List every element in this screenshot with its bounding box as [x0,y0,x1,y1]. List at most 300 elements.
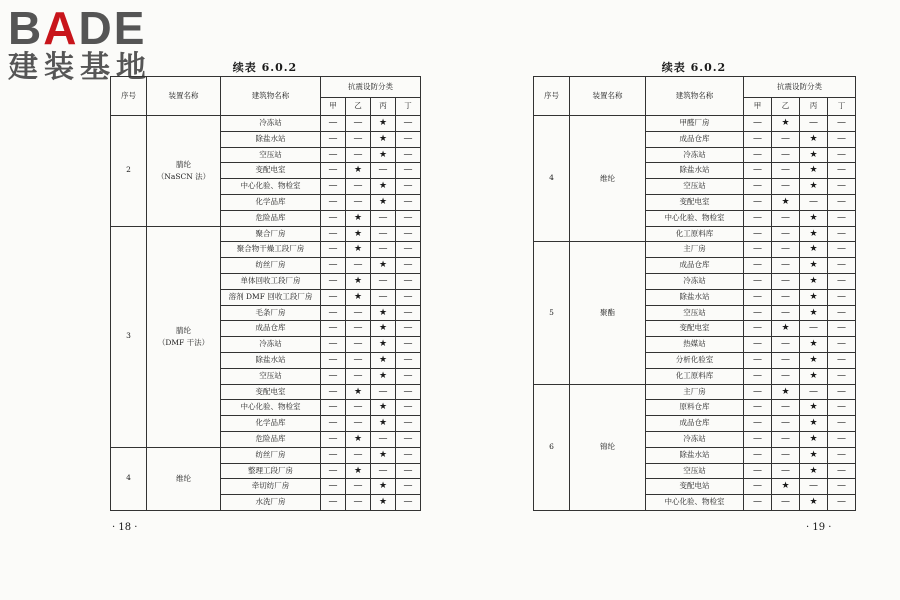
building-name: 成品仓库 [221,321,321,337]
device-name-line: 维纶 [600,173,615,183]
star-mark: ★ [346,289,371,305]
dash-mark: — [321,147,346,163]
dash-mark: — [744,273,772,289]
header-building: 建筑物名称 [646,77,744,116]
building-name: 热媒站 [646,337,744,353]
dash-mark: — [396,479,421,495]
building-name: 整理工段厂房 [221,463,321,479]
dash-mark: — [321,210,346,226]
table-title: 续表 6.0.2 [232,61,298,74]
device-name [147,226,221,447]
dash-mark: — [321,337,346,353]
dash-mark: — [346,258,371,274]
dash-mark: — [321,416,346,432]
dash-mark: — [321,431,346,447]
table-row [111,226,421,242]
header-device: 装置名称 [570,77,646,116]
dash-mark: — [828,242,856,258]
star-mark: ★ [371,179,396,195]
dash-mark: — [744,368,772,384]
building-name: 甲醛厂房 [646,116,744,132]
dash-mark: — [744,400,772,416]
star-mark: ★ [800,258,828,274]
building-name: 化学品库 [221,416,321,432]
star-mark: ★ [800,226,828,242]
dash-mark: — [744,321,772,337]
dash-mark: — [800,194,828,210]
building-name: 化学品库 [221,194,321,210]
group-number: 4 [111,447,147,510]
dash-mark: — [772,258,800,274]
table-title: 续表 6.0.2 [661,61,727,74]
building-name: 毛条厂房 [221,305,321,321]
header-building: 建筑物名称 [221,77,321,116]
dash-mark: — [744,289,772,305]
building-name: 变配电室 [221,163,321,179]
star-mark: ★ [346,463,371,479]
star-mark: ★ [800,400,828,416]
building-name: 纺丝厂房 [221,258,321,274]
dash-mark: — [828,179,856,195]
dash-mark: — [396,147,421,163]
header-col: 丙 [800,98,828,116]
dash-mark: — [346,447,371,463]
dash-mark: — [346,400,371,416]
dash-mark: — [772,337,800,353]
dash-mark: — [321,273,346,289]
dash-mark: — [321,352,346,368]
dash-mark: — [321,447,346,463]
dash-mark: — [828,226,856,242]
star-mark: ★ [772,479,800,495]
star-mark: ★ [800,368,828,384]
header-col: 丙 [371,98,396,116]
dash-mark: — [321,368,346,384]
star-mark: ★ [800,337,828,353]
star-mark: ★ [800,131,828,147]
dash-mark: — [396,337,421,353]
dash-mark: — [321,321,346,337]
star-mark: ★ [772,384,800,400]
building-name: 聚合物干燥工段厂房 [221,242,321,258]
star-mark: ★ [800,289,828,305]
page-number: · 18 · [112,522,138,533]
dash-mark: — [772,179,800,195]
dash-mark: — [828,384,856,400]
star-mark: ★ [371,305,396,321]
building-name: 中心化验、物检室 [646,210,744,226]
dash-mark: — [828,131,856,147]
dash-mark: — [744,131,772,147]
dash-mark: — [828,479,856,495]
dash-mark: — [828,116,856,132]
group-number: 2 [111,116,147,227]
device-name-line: 腈纶 [176,159,191,169]
star-mark: ★ [371,416,396,432]
building-name: 水洗厂房 [221,495,321,511]
building-name: 变配电室 [646,194,744,210]
dash-mark: — [828,289,856,305]
dash-mark: — [396,368,421,384]
building-name: 空压站 [221,368,321,384]
building-name: 危险品库 [221,431,321,447]
building-name: 除盐水站 [221,352,321,368]
dash-mark: — [800,479,828,495]
dash-mark: — [396,210,421,226]
dash-mark: — [800,321,828,337]
building-name: 主厂房 [646,242,744,258]
header-col: 丁 [828,98,856,116]
star-mark: ★ [800,447,828,463]
building-name: 中心化验、物检室 [221,179,321,195]
star-mark: ★ [800,416,828,432]
dash-mark: — [371,463,396,479]
star-mark: ★ [371,495,396,511]
dash-mark: — [772,242,800,258]
dash-mark: — [744,337,772,353]
dash-mark: — [744,416,772,432]
header-col: 甲 [744,98,772,116]
header-col: 丁 [396,98,421,116]
header-col: 乙 [346,98,371,116]
dash-mark: — [396,463,421,479]
dash-mark: — [346,479,371,495]
building-name: 除盐水站 [646,447,744,463]
device-name-line: 腈纶 [176,325,191,335]
building-name: 成品仓库 [646,131,744,147]
dash-mark: — [772,147,800,163]
dash-mark: — [396,163,421,179]
star-mark: ★ [800,495,828,511]
dash-mark: — [346,131,371,147]
dash-mark: — [321,116,346,132]
dash-mark: — [800,116,828,132]
dash-mark: — [321,226,346,242]
dash-mark: — [396,431,421,447]
dash-mark: — [828,400,856,416]
dash-mark: — [828,321,856,337]
dash-mark: — [744,147,772,163]
star-mark: ★ [800,305,828,321]
page-right [533,60,855,511]
dash-mark: — [772,463,800,479]
building-name: 成品仓库 [646,416,744,432]
dash-mark: — [772,495,800,511]
dash-mark: — [772,273,800,289]
star-mark: ★ [800,242,828,258]
star-mark: ★ [800,273,828,289]
star-mark: ★ [371,400,396,416]
dash-mark: — [396,179,421,195]
dash-mark: — [346,194,371,210]
building-name: 空压站 [646,463,744,479]
dash-mark: — [346,321,371,337]
device-name [570,384,646,510]
logo-subtitle: 建装基地 [8,50,152,85]
dash-mark: — [772,289,800,305]
dash-mark: — [396,321,421,337]
header-no: 序号 [111,77,147,116]
star-mark: ★ [371,116,396,132]
building-name: 冷冻站 [646,431,744,447]
dash-mark: — [744,447,772,463]
dash-mark: — [828,258,856,274]
dash-mark: — [744,463,772,479]
dash-mark: — [772,368,800,384]
building-name: 中心化验、物检室 [646,495,744,511]
dash-mark: — [396,352,421,368]
header-col: 甲 [321,98,346,116]
dash-mark: — [828,463,856,479]
dash-mark: — [828,273,856,289]
building-name: 化工原料库 [646,368,744,384]
dash-mark: — [396,416,421,432]
device-name-line: （NaSCN 法） [156,171,211,181]
device-name-line: 聚酯 [600,307,615,317]
dash-mark: — [744,179,772,195]
dash-mark: — [772,163,800,179]
table-row [534,116,856,132]
star-mark: ★ [346,210,371,226]
star-mark: ★ [772,116,800,132]
star-mark: ★ [371,479,396,495]
dash-mark: — [828,368,856,384]
building-name: 空压站 [646,179,744,195]
dash-mark: — [800,384,828,400]
star-mark: ★ [800,431,828,447]
dash-mark: — [828,210,856,226]
building-name: 除盐水站 [221,131,321,147]
table-body [111,116,421,511]
dash-mark: — [396,400,421,416]
dash-mark: — [828,416,856,432]
building-name: 化工原料库 [646,226,744,242]
star-mark: ★ [772,194,800,210]
table-row [534,384,856,400]
dash-mark: — [744,352,772,368]
building-name: 聚合厂房 [221,226,321,242]
device-name-line: 锦纶 [600,442,615,452]
dash-mark: — [744,116,772,132]
star-mark: ★ [371,194,396,210]
dash-mark: — [396,131,421,147]
header-no: 序号 [534,77,570,116]
dash-mark: — [371,210,396,226]
dash-mark: — [371,431,396,447]
star-mark: ★ [346,273,371,289]
building-name: 变配电站 [646,479,744,495]
dash-mark: — [396,289,421,305]
building-name: 分析化验室 [646,352,744,368]
dash-mark: — [772,447,800,463]
dash-mark: — [744,384,772,400]
dash-mark: — [772,400,800,416]
dash-mark: — [396,384,421,400]
dash-mark: — [321,179,346,195]
building-name: 除盐水站 [646,289,744,305]
star-mark: ★ [800,352,828,368]
star-mark: ★ [371,368,396,384]
dash-mark: — [321,495,346,511]
star-mark: ★ [371,321,396,337]
dash-mark: — [744,479,772,495]
group-number: 5 [534,242,570,384]
dash-mark: — [744,305,772,321]
dash-mark: — [346,116,371,132]
header-col: 乙 [772,98,800,116]
dash-mark: — [346,368,371,384]
device-name-line: 维纶 [176,473,191,483]
page-number: · 19 · [806,522,832,533]
star-mark: ★ [346,163,371,179]
building-name: 纺丝厂房 [221,447,321,463]
dash-mark: — [371,242,396,258]
building-name: 中心化验、物检室 [221,400,321,416]
dash-mark: — [321,305,346,321]
dash-mark: — [744,163,772,179]
seismic-table-right [533,76,856,511]
building-name: 变配电室 [221,384,321,400]
dash-mark: — [772,416,800,432]
group-number: 6 [534,384,570,510]
star-mark: ★ [346,431,371,447]
dash-mark: — [321,463,346,479]
dash-mark: — [828,447,856,463]
building-name: 单体回收工段厂房 [221,273,321,289]
star-mark: ★ [346,242,371,258]
dash-mark: — [828,352,856,368]
building-name: 危险品库 [221,210,321,226]
header-category: 抗震设防分类 [744,77,856,98]
building-name: 原料仓库 [646,400,744,416]
dash-mark: — [744,210,772,226]
dash-mark: — [744,431,772,447]
dash-mark: — [346,352,371,368]
dash-mark: — [772,226,800,242]
star-mark: ★ [371,447,396,463]
dash-mark: — [346,337,371,353]
star-mark: ★ [371,131,396,147]
dash-mark: — [396,242,421,258]
device-name [147,116,221,227]
dash-mark: — [828,495,856,511]
dash-mark: — [396,226,421,242]
dash-mark: — [321,479,346,495]
dash-mark: — [772,305,800,321]
dash-mark: — [346,147,371,163]
star-mark: ★ [800,463,828,479]
dash-mark: — [772,210,800,226]
device-name-line: （DMF 干法） [157,337,210,347]
seismic-table-left [110,76,421,511]
dash-mark: — [346,495,371,511]
star-mark: ★ [346,384,371,400]
building-name: 除盐水站 [646,163,744,179]
dash-mark: — [396,447,421,463]
dash-mark: — [396,194,421,210]
dash-mark: — [744,495,772,511]
dash-mark: — [396,258,421,274]
building-name: 主厂房 [646,384,744,400]
dash-mark: — [371,289,396,305]
dash-mark: — [744,242,772,258]
building-name: 牵切纺厂房 [221,479,321,495]
header-device: 装置名称 [147,77,221,116]
dash-mark: — [772,352,800,368]
dash-mark: — [371,273,396,289]
table-row [111,116,421,132]
building-name: 冷冻站 [646,147,744,163]
dash-mark: — [321,289,346,305]
dash-mark: — [772,431,800,447]
building-name: 成品仓库 [646,258,744,274]
dash-mark: — [828,431,856,447]
dash-mark: — [828,305,856,321]
dash-mark: — [396,116,421,132]
dash-mark: — [371,163,396,179]
page-left [110,60,420,511]
dash-mark: — [371,226,396,242]
dash-mark: — [744,258,772,274]
dash-mark: — [828,147,856,163]
dash-mark: — [321,258,346,274]
star-mark: ★ [772,321,800,337]
dash-mark: — [321,131,346,147]
device-name [570,242,646,384]
dash-mark: — [321,384,346,400]
star-mark: ★ [371,337,396,353]
building-name: 冷冻站 [221,116,321,132]
dash-mark: — [321,163,346,179]
dash-mark: — [396,305,421,321]
star-mark: ★ [371,352,396,368]
dash-mark: — [396,495,421,511]
dash-mark: — [346,179,371,195]
dash-mark: — [321,194,346,210]
table-row [534,242,856,258]
star-mark: ★ [800,179,828,195]
star-mark: ★ [800,210,828,226]
star-mark: ★ [346,226,371,242]
table-row [111,447,421,463]
dash-mark: — [828,194,856,210]
dash-mark: — [321,400,346,416]
device-name [570,116,646,242]
group-number: 3 [111,226,147,447]
dash-mark: — [371,384,396,400]
star-mark: ★ [800,163,828,179]
building-name: 溶剂 DMF 回收工段厂房 [221,289,321,305]
building-name: 空压站 [646,305,744,321]
dash-mark: — [396,273,421,289]
building-name: 空压站 [221,147,321,163]
device-name [147,447,221,510]
dash-mark: — [744,226,772,242]
logo-wordmark: BADE [8,2,147,54]
building-name: 变配电室 [646,321,744,337]
star-mark: ★ [371,258,396,274]
dash-mark: — [321,242,346,258]
building-name: 冷冻站 [221,337,321,353]
star-mark: ★ [371,147,396,163]
dash-mark: — [772,131,800,147]
header-category: 抗震设防分类 [321,77,421,98]
dash-mark: — [346,305,371,321]
group-number: 4 [534,116,570,242]
building-name: 冷冻站 [646,273,744,289]
dash-mark: — [828,337,856,353]
dash-mark: — [346,416,371,432]
